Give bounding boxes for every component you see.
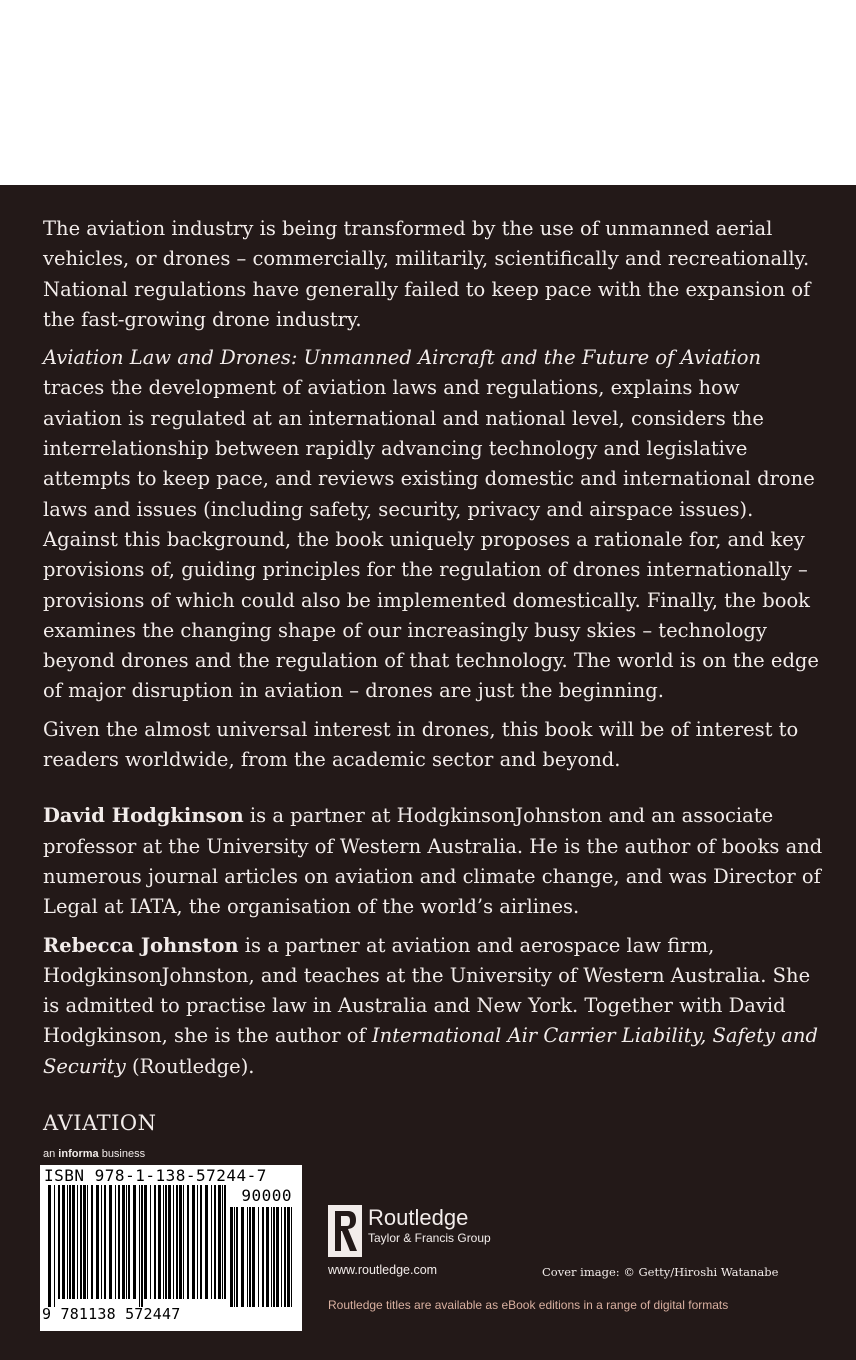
barcode-bar — [168, 1185, 171, 1299]
barcode-bar — [200, 1185, 202, 1299]
barcode-bar — [118, 1185, 120, 1299]
barcode-bar — [281, 1207, 282, 1307]
informa-business-line — [43, 1148, 145, 1160]
barcode-digits: 9 781138 572447 — [42, 1305, 181, 1323]
barcode-bar — [224, 1185, 226, 1299]
barcode-bar — [109, 1185, 112, 1299]
blurb-p1-text: The aviation industry is being transformed by the use of unmanned aerial vehicles, or drones – commercially, militarily, scientifically and recreationally. National regulations have generally failed to keep pace with the expansion of the fast-growing drone industry. — [43, 217, 811, 331]
barcode-bar — [192, 1185, 195, 1299]
barcode-bar — [58, 1185, 60, 1299]
author-bio-2 — [43, 931, 823, 1082]
barcode-bar — [83, 1185, 86, 1299]
blurb-p2-text: traces the development of aviation laws and regulations, explains how aviation is regulated at an international and national level, considers the interrelationship between rapidly advancing technology and legislative attempts to keep pace, and reviews existing domestic and international drone laws and issues (including safety, security, privacy and airspace issues). Against this background, the book uniquely proposes a rationale for, and key provisions of, guiding principles for the regulation of drones internationally – provisions of which could also be implemented domestically. Finally, the book examines the changing shape of our increasingly busy skies – technology beyond drones and the regulation of that technology. The world is on the edge of major disruption in aviation – drones are just the beginning. — [43, 376, 819, 703]
informa-post: business — [98, 1148, 146, 1160]
routledge-logo-icon — [328, 1205, 362, 1257]
barcode-bar — [165, 1185, 167, 1299]
barcode-bar — [187, 1185, 189, 1299]
barcode-bar — [122, 1185, 125, 1299]
barcode-bar — [291, 1207, 292, 1307]
barcode-bar — [247, 1207, 248, 1307]
barcode-bar — [271, 1207, 272, 1307]
barcode-bar — [128, 1185, 130, 1299]
barcode-bar — [266, 1207, 269, 1307]
barcode-bar — [80, 1185, 82, 1299]
book-title-italic: Aviation Law and Drones: Unmanned Aircraft and the Future of Aviation — [43, 346, 762, 370]
barcode-bar — [249, 1207, 251, 1307]
addon-barcode-bars — [230, 1207, 294, 1307]
barcode-bar — [214, 1185, 216, 1299]
barcode-bar — [115, 1185, 116, 1299]
barcode-bar — [222, 1185, 223, 1299]
barcode-bar — [150, 1185, 151, 1299]
back-cover — [0, 185, 856, 1360]
barcode-bar — [205, 1185, 208, 1299]
author-1-name: David Hodgkinson — [43, 804, 244, 828]
barcode-bar — [230, 1207, 233, 1307]
barcode-bar — [54, 1185, 55, 1307]
publisher-name: Routledge — [368, 1205, 469, 1230]
barcode-bar — [218, 1185, 221, 1299]
barcode-bar — [62, 1185, 65, 1299]
publisher-website: www.routledge.com — [328, 1263, 438, 1277]
barcode-bar — [163, 1185, 164, 1299]
barcode-bar — [211, 1185, 212, 1299]
isbn-label: ISBN 978-1-138-57244-7 — [44, 1166, 267, 1185]
blurb-text — [43, 214, 823, 1090]
informa-pre: an — [43, 1148, 59, 1160]
cover-image-credit: Cover image: © Getty/Hiroshi Watanabe — [542, 1265, 779, 1279]
barcode-bar — [197, 1185, 198, 1299]
barcode-bar — [262, 1207, 264, 1307]
barcode-bar — [287, 1207, 290, 1307]
barcode-bar — [133, 1185, 136, 1299]
barcode-bar — [141, 1185, 143, 1307]
barcode-bar — [69, 1185, 71, 1299]
author-1-bio: is a partner at HodgkinsonJohnston and an associate professor at the University of Western Australia. He is the author of books and numerous journal articles on aviation and climate change, and was Director of Legal at IATA, the organisation of the world’s airlines. — [43, 804, 823, 919]
subject-category: AVIATION — [43, 1111, 157, 1135]
barcode-bar — [236, 1207, 238, 1307]
barcode-bar — [77, 1185, 78, 1299]
barcode-bar — [258, 1207, 259, 1307]
barcode-bar — [96, 1185, 99, 1299]
blurb-paragraph-2 — [43, 343, 823, 707]
barcode-bar — [284, 1207, 286, 1307]
author-2-name: Rebecca Johnston — [43, 933, 239, 957]
barcode-bar — [241, 1207, 244, 1307]
isbn-barcode — [40, 1165, 302, 1331]
barcode-bar — [139, 1185, 140, 1307]
barcode-bar — [234, 1207, 235, 1307]
blurb-paragraph-1 — [43, 214, 823, 335]
ean-barcode-bars — [48, 1185, 226, 1307]
barcode-bar — [179, 1185, 182, 1299]
barcode-bar — [48, 1185, 51, 1307]
barcode-bar — [72, 1185, 75, 1299]
informa-brand: informa — [58, 1148, 99, 1160]
blurb-paragraph-3 — [43, 715, 823, 776]
barcode-bar — [183, 1185, 184, 1299]
barcode-bar — [273, 1207, 275, 1307]
barcode-bar — [154, 1185, 156, 1299]
author-2-book-title: International Air Carrier Liability, Safety and Security — [43, 1024, 818, 1078]
barcode-bar — [91, 1185, 93, 1299]
author-bio-1 — [43, 801, 823, 922]
barcode-bar — [252, 1207, 255, 1307]
barcode-bar — [126, 1185, 127, 1299]
publisher-group: Taylor & Francis Group — [368, 1231, 491, 1245]
barcode-bar — [101, 1185, 102, 1299]
barcode-bar — [176, 1185, 178, 1299]
barcode-bar — [158, 1185, 161, 1299]
publisher-logo-block — [328, 1205, 491, 1257]
barcode-bar — [276, 1207, 279, 1307]
barcode-bar — [104, 1185, 106, 1299]
barcode-bar — [87, 1185, 88, 1299]
barcode-bar — [144, 1185, 147, 1299]
author-2-bio-end: (Routledge). — [125, 1054, 255, 1078]
price-code: 90000 — [241, 1186, 292, 1205]
barcode-bar — [67, 1185, 68, 1299]
barcode-bar — [173, 1185, 174, 1299]
publisher-text — [368, 1205, 491, 1245]
top-white-band — [0, 0, 856, 185]
ebook-availability-note: Routledge titles are available as eBook editions in a range of digital formats — [328, 1298, 729, 1312]
author-2-bio: is a partner at aviation and aerospace law firm, HodgkinsonJohnston, and teaches at the University of Western Australia. She is admitted to practise law in Australia and New York. Together with David Hodgkinson, she is the author of — [43, 933, 811, 1048]
blurb-p3-text: Given the almost universal interest in drones, this book will be of interest to readers worldwide, from the academic sector and beyond. — [43, 717, 799, 772]
